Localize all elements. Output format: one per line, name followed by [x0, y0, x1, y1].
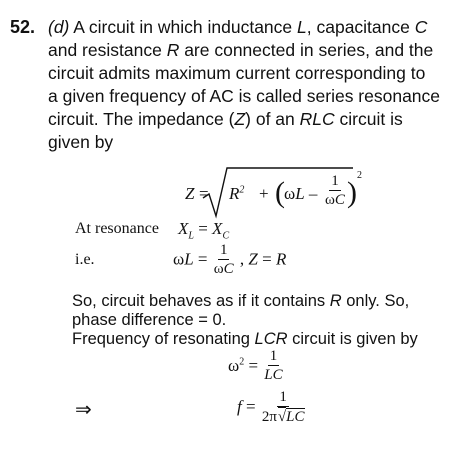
question-line-4: a given frequency of AC is called series resonance — [48, 86, 441, 106]
implies-arrow: ⇒ — [75, 399, 92, 421]
question-line-3: circuit admits maximum current corresponding to — [48, 63, 426, 83]
question-line-5: circuit. The impedance (Z) of an RLC circuit is — [48, 109, 403, 129]
answer-option: (d) — [48, 17, 70, 37]
omega-squared-equation: $\omega^2$ = $\frac{1}{LC}$ — [228, 348, 283, 383]
behaves-line-2: phase difference = 0. — [72, 311, 227, 329]
question-number: 52. — [10, 17, 36, 37]
resonance-label: At resonance — [75, 220, 159, 237]
ie-label: i.e. — [75, 251, 95, 268]
question-line-6: given by — [48, 132, 114, 152]
question-line-1: (d) A circuit in which inductance L, capacitance C — [48, 17, 428, 37]
question-line-2: and resistance R are connected in series, and the — [48, 40, 434, 60]
behaves-line-1: So, circuit behaves as if it contains R only. So, — [72, 292, 410, 310]
ie-equation: ωL = $\frac{1}{\omega C}$ , Z = R — [173, 242, 287, 277]
resonance-equation: $X_L = X_C$ — [178, 219, 230, 242]
frequency-equation: f = $\frac{1}{2\pi√LC}$ — [237, 389, 305, 425]
frequency-intro: Frequency of resonating LCR circuit is given by — [72, 330, 418, 348]
